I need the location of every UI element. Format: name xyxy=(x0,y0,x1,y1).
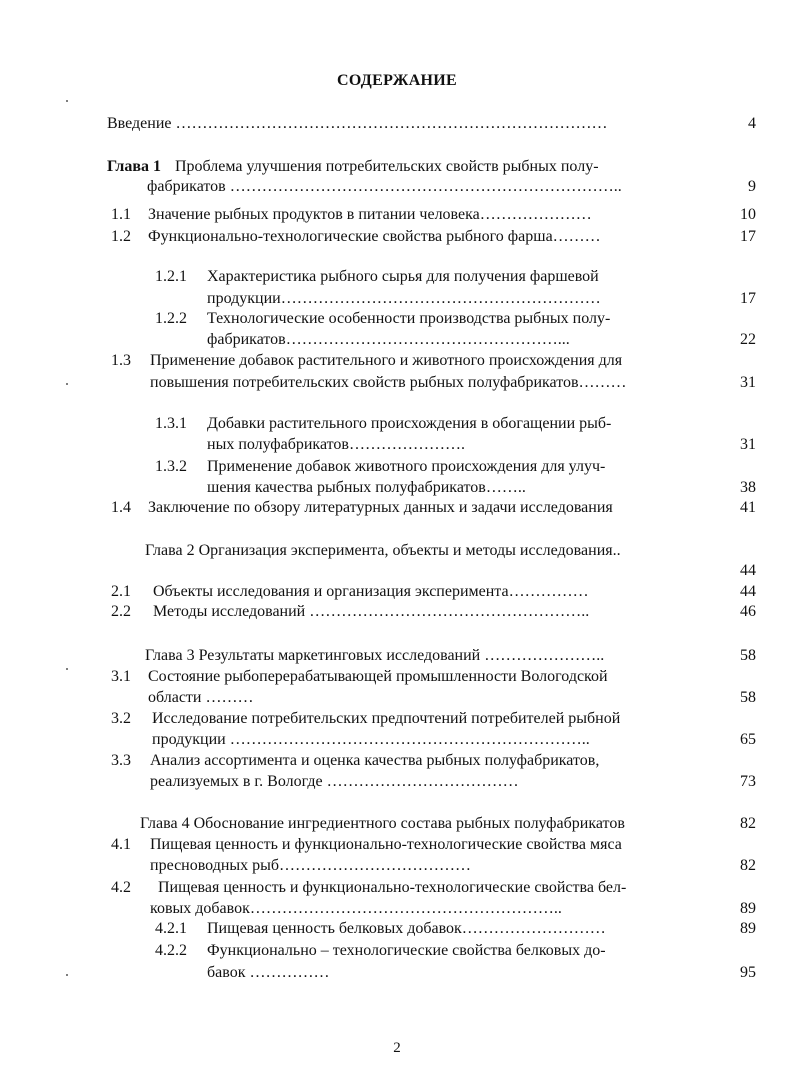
section-1-2-2-title-line2: фабрикатов……………………………………………... xyxy=(207,331,570,348)
section-1-3-2-title-line1: Применение добавок животного происхождения для улуч- xyxy=(207,458,606,475)
chapter-1-title-line2: фабрикатов ……………………………………………………………….. xyxy=(147,178,622,195)
section-1-2-number: 1.2 xyxy=(111,228,131,245)
toc-entry-intro-text: Введение ……………………………………………………………………… xyxy=(107,115,608,132)
section-1-3-number: 1.3 xyxy=(111,352,131,369)
section-4-2-1-page: 89 xyxy=(740,920,756,937)
section-2-2-page: 46 xyxy=(740,603,756,620)
section-1-1-number: 1.1 xyxy=(111,206,131,223)
toc-entry-intro-page: 4 xyxy=(748,115,756,132)
section-1-2-title: Функционально-технологические свойства рыбного фарша……… xyxy=(148,228,601,245)
page-number: 2 xyxy=(393,1040,401,1056)
section-3-1-title-line2: области ……… xyxy=(148,689,254,706)
section-1-2-1-page: 17 xyxy=(740,290,756,307)
section-2-1-number: 2.1 xyxy=(111,583,131,600)
chapter-1-label: Глава 1 xyxy=(107,158,161,175)
section-3-3-title-line1: Анализ ассортимента и оценка качества рыбных полуфабрикатов, xyxy=(150,752,600,769)
section-3-2-title-line2: продукции ………………………………………………………….. xyxy=(152,731,590,748)
chapter-1-title-line1: Проблема улучшения потребительских свойств рыбных полу- xyxy=(175,158,599,175)
chapter-3-title: Глава 3 Результаты маркетинговых исследований ………………….. xyxy=(145,647,605,664)
section-4-1-title-line1: Пищевая ценность и функционально-технологические свойства мяса xyxy=(150,836,622,853)
section-4-2-2-title-line2: бавок …………… xyxy=(207,964,330,981)
section-4-1-number: 4.1 xyxy=(111,836,131,853)
section-2-2-title: Методы исследований …………………………………………….. xyxy=(153,603,590,620)
section-4-2-2-title-line1: Функционально – технологические свойства белковых до- xyxy=(207,942,606,959)
section-1-4-page: 41 xyxy=(740,499,756,516)
section-1-1-title: Значение рыбных продуктов в питании человека………………… xyxy=(148,206,592,223)
section-1-4-title: Заключение по обзору литературных данных и задачи исследования xyxy=(148,499,613,516)
chapter-4-page: 82 xyxy=(740,815,756,832)
section-1-1-page: 10 xyxy=(740,206,756,223)
section-3-1-page: 58 xyxy=(740,689,756,706)
section-2-1-page: 44 xyxy=(740,583,756,600)
section-4-2-title-line1: Пищевая ценность и функционально-технологические свойства бел- xyxy=(158,879,627,896)
section-1-3-title-line2: повышения потребительских свойств рыбных полуфабрикатов……… xyxy=(150,374,627,391)
section-1-2-page: 17 xyxy=(740,228,756,245)
scan-speck xyxy=(66,100,68,102)
section-1-3-2-title-line2: шения качества рыбных полуфабрикатов…….. xyxy=(207,479,526,496)
chapter-3-page: 58 xyxy=(740,647,756,664)
section-3-1-number: 3.1 xyxy=(111,668,131,685)
scan-speck xyxy=(66,383,68,385)
chapter-1-page: 9 xyxy=(748,178,756,195)
section-3-3-title-line2: реализуемых в г. Вологде ……………………………… xyxy=(150,773,519,790)
section-1-2-1-title-line2: продукции…………………………………………………… xyxy=(207,290,601,307)
section-3-2-number: 3.2 xyxy=(111,710,131,727)
section-3-2-page: 65 xyxy=(740,731,756,748)
section-1-3-1-page: 31 xyxy=(740,436,756,453)
scan-speck xyxy=(66,974,68,976)
section-4-2-number: 4.2 xyxy=(111,879,131,896)
section-1-4-number: 1.4 xyxy=(111,499,131,516)
section-3-3-page: 73 xyxy=(740,773,756,790)
section-2-2-number: 2.2 xyxy=(111,603,131,620)
section-1-3-title-line1: Применение добавок растительного и животного происхождения для xyxy=(150,352,623,369)
section-1-3-page: 31 xyxy=(740,374,756,391)
section-1-3-1-title-line2: ных полуфабрикатов…………………. xyxy=(207,436,465,453)
chapter-2-title: Глава 2 Организация эксперимента, объекты и методы исследования.. xyxy=(145,542,621,559)
section-1-2-2-page: 22 xyxy=(740,331,756,348)
section-1-2-1-number: 1.2.1 xyxy=(155,268,187,285)
section-1-3-2-number: 1.3.2 xyxy=(155,458,187,475)
section-1-3-2-page: 38 xyxy=(740,479,756,496)
section-4-1-page: 82 xyxy=(740,857,756,874)
section-4-2-title-line2: ковых добавок………………………………………………….. xyxy=(150,900,562,917)
section-4-1-title-line2: пресноводных рыб……………………………… xyxy=(150,857,472,874)
section-3-2-title-line1: Исследование потребительских предпочтений потребителей рыбной xyxy=(152,710,621,727)
section-3-3-number: 3.3 xyxy=(111,752,131,769)
section-4-2-1-number: 4.2.1 xyxy=(155,920,187,937)
section-4-2-page: 89 xyxy=(740,900,756,917)
section-1-2-2-title-line1: Технологические особенности производства рыбных полу- xyxy=(207,310,611,327)
section-1-2-2-number: 1.2.2 xyxy=(155,310,187,327)
section-1-3-1-number: 1.3.1 xyxy=(155,415,187,432)
section-4-2-2-number: 4.2.2 xyxy=(155,942,187,959)
section-1-3-1-title-line1: Добавки растительного происхождения в обогащении рыб- xyxy=(207,415,612,432)
chapter-4-title: Глава 4 Обоснование ингредиентного состава рыбных полуфабрикатов xyxy=(140,815,625,832)
scan-speck xyxy=(66,668,68,670)
page-title: СОДЕРЖАНИЕ xyxy=(336,72,458,89)
section-3-1-title-line1: Состояние рыбоперерабатывающей промышленности Вологодской xyxy=(148,668,608,685)
section-2-1-title: Объекты исследования и организация эксперимента…………… xyxy=(153,583,589,600)
section-4-2-1-title: Пищевая ценность белковых добавок……………………… xyxy=(207,920,606,937)
section-1-2-1-title-line1: Характеристика рыбного сырья для получения фаршевой xyxy=(207,268,599,285)
section-4-2-2-page: 95 xyxy=(740,964,756,981)
chapter-2-page: 44 xyxy=(740,562,756,579)
